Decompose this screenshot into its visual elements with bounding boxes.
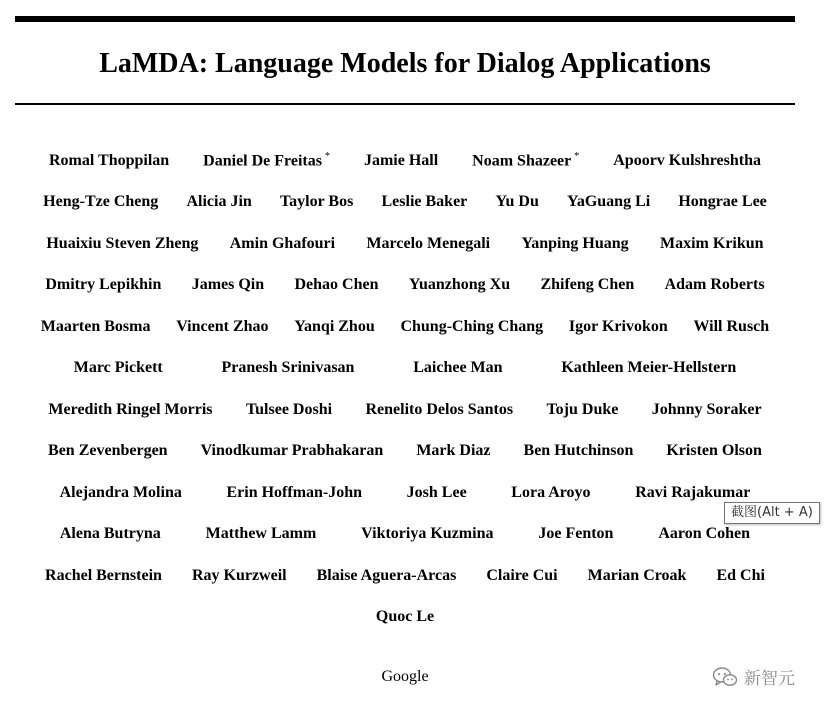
author-name-text: Ray Kurzweil (191, 566, 287, 584)
author-row (15, 348, 795, 390)
author-name (206, 525, 317, 543)
author-name (192, 276, 264, 294)
wechat-logo-icon (712, 666, 738, 688)
author-name (546, 401, 618, 419)
author-name (413, 359, 502, 377)
author-name-text: Viktoriya Kuzmina (361, 525, 494, 543)
author-name (495, 193, 538, 211)
author-name-text: Maarten Bosma (40, 317, 151, 335)
watermark-text: 新智元 (744, 669, 795, 689)
author-name (678, 193, 766, 211)
author-name (511, 484, 590, 502)
author-name (658, 525, 750, 543)
author-name (45, 567, 162, 585)
author-name-text: Kristen Olson (666, 442, 762, 460)
author-name-text: Daniel De Freitas (203, 152, 322, 170)
author-row (15, 182, 795, 224)
author-row (15, 306, 795, 348)
author-name-text: Romal Thoppilan (48, 151, 170, 169)
author-name (561, 359, 736, 377)
author-name (382, 193, 468, 211)
author-row (15, 514, 795, 556)
author-name-text: Alejandra Molina (59, 483, 182, 501)
author-name (693, 318, 769, 336)
author-name (48, 401, 212, 419)
screenshot-tooltip: 截图(Alt + A) (724, 502, 820, 524)
author-name (230, 235, 335, 253)
author-name (665, 276, 765, 294)
author-name-text: Hongrae Lee (678, 193, 767, 211)
author-name (635, 484, 750, 502)
author-name-text: Toju Duke (546, 400, 619, 418)
author-name-text: Taylor Bos (279, 193, 354, 211)
author-name-text: Jamie Hall (363, 151, 439, 169)
author-name (407, 484, 467, 502)
author-name-text: Marian Croak (587, 566, 687, 584)
author-row (15, 431, 795, 473)
author-name (192, 567, 287, 585)
author-row (15, 472, 795, 514)
author-list (15, 140, 795, 638)
author-name (521, 235, 628, 253)
author-name-text: YaGuang Li (567, 193, 651, 211)
author-name (280, 193, 353, 211)
author-name (472, 151, 579, 170)
author-name (246, 401, 332, 419)
watermark (712, 664, 795, 689)
author-name (45, 276, 161, 294)
author-name (361, 525, 493, 543)
author-name (486, 567, 557, 585)
affiliation: Google (381, 668, 429, 685)
author-name-text: Leslie Baker (381, 193, 468, 211)
author-name (294, 318, 375, 336)
author-name-text: Dmitry Lepikhin (45, 276, 162, 294)
author-name (60, 525, 161, 543)
author-name-text: Quoc Le (375, 608, 435, 626)
author-name-text: Lora Aroyo (511, 483, 591, 501)
author-name-text: Yuanzhong Xu (408, 276, 511, 294)
author-name-text: Amin Ghafouri (229, 234, 336, 252)
author-name-text: Ravi Rajakumar (635, 483, 751, 501)
author-name-text: Laichee Man (413, 359, 503, 377)
author-name-text: Zhifeng Chen (540, 276, 635, 294)
author-name (74, 359, 163, 377)
author-row (15, 555, 795, 597)
author-name (569, 318, 668, 336)
author-name-text: Ed Chi (716, 566, 765, 584)
author-name-text: Dehao Chen (294, 276, 379, 294)
author-name-text: Marcelo Menegali (366, 234, 491, 252)
author-name-text: Ben Hutchinson (523, 442, 634, 460)
author-name (660, 235, 764, 253)
author-name (226, 484, 362, 502)
author-name-text: Igor Krivokon (568, 317, 668, 335)
author-name-text: Adam Roberts (664, 276, 765, 294)
author-name-text: Johnny Soraker (651, 400, 762, 418)
author-name-text: Josh Lee (406, 483, 467, 501)
author-name-text: James Qin (191, 276, 265, 294)
paper-title: LaMDA: Language Models for Dialog Applications (99, 48, 711, 79)
author-name (366, 235, 490, 253)
author-row (15, 265, 795, 307)
equal-contribution-mark: * (324, 151, 330, 163)
author-name (46, 235, 198, 253)
author-name-text: Will Rusch (693, 317, 770, 335)
author-name-text: Huaixiu Steven Zheng (46, 234, 199, 252)
title-top-rule (15, 16, 795, 22)
author-name (41, 318, 151, 336)
author-name-text: Pranesh Srinivasan (221, 359, 355, 377)
author-name-text: Yu Du (495, 193, 539, 211)
author-name (524, 442, 634, 460)
author-name-text: Yanping Huang (521, 234, 629, 252)
author-name (365, 401, 513, 419)
author-name-text: Chung-Ching Chang (400, 317, 544, 335)
author-name (43, 193, 158, 211)
author-name (540, 276, 634, 294)
author-name-text: Joe Fenton (538, 525, 614, 543)
author-name-text: Yanqi Zhou (294, 317, 375, 335)
author-name-text: Kathleen Meier-Hellstern (561, 359, 737, 377)
author-name (317, 567, 457, 585)
author-row (15, 223, 795, 265)
author-name-text: Noam Shazeer (472, 152, 572, 170)
author-name-text: Vinodkumar Prabhakaran (200, 442, 384, 460)
author-name (613, 152, 761, 170)
author-name (588, 567, 687, 585)
author-name-text: Alena Butryna (59, 525, 161, 543)
author-name (201, 442, 384, 460)
author-name (203, 151, 330, 170)
author-name (538, 525, 613, 543)
author-name (376, 608, 434, 626)
author-row (15, 140, 795, 182)
author-name (567, 193, 650, 211)
author-name-text: Renelito Delos Santos (365, 400, 514, 418)
author-name-text: Maxim Krikun (660, 234, 764, 252)
equal-contribution-mark: * (574, 151, 580, 163)
author-name (295, 276, 379, 294)
author-name-text: Mark Diaz (416, 442, 491, 460)
author-name (652, 401, 762, 419)
author-name-text: Vincent Zhao (176, 317, 269, 335)
author-name-text: Ben Zevenbergen (48, 442, 168, 460)
author-name (49, 152, 169, 170)
author-name (364, 152, 438, 170)
author-name (716, 567, 764, 585)
author-name-text: Aaron Cohen (658, 525, 751, 543)
author-name-text: Blaise Aguera-Arcas (316, 566, 457, 584)
author-row (15, 389, 795, 431)
author-name-text: Meredith Ringel Morris (48, 400, 213, 418)
author-name-text: Claire Cui (486, 566, 558, 584)
author-name (60, 484, 182, 502)
author-row (15, 597, 795, 639)
author-name-text: Heng-Tze Cheng (43, 193, 159, 211)
author-name (409, 276, 510, 294)
author-name-text: Tulsee Doshi (245, 400, 333, 418)
author-name (400, 318, 543, 336)
author-name-text: Alicia Jin (186, 193, 252, 211)
title-bottom-rule (15, 103, 795, 105)
author-name-text: Matthew Lamm (205, 525, 317, 543)
author-name (222, 359, 355, 377)
author-name (666, 442, 762, 460)
author-name (416, 442, 490, 460)
author-name-text: Erin Hoffman-John (226, 483, 363, 501)
author-name (48, 442, 168, 460)
author-name (176, 318, 268, 336)
author-name-text: Marc Pickett (73, 359, 163, 377)
author-name-text: Rachel Bernstein (45, 566, 162, 584)
author-name-text: Apoorv Kulshreshtha (613, 151, 761, 169)
author-name (186, 193, 251, 211)
